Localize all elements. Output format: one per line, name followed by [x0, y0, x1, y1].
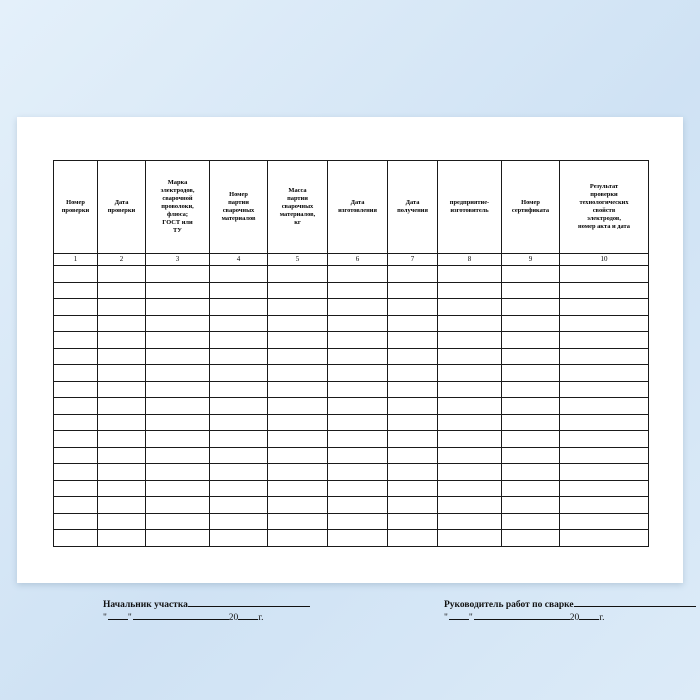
table-cell[interactable]: [146, 282, 210, 299]
table-cell[interactable]: [560, 414, 649, 431]
table-row[interactable]: [54, 530, 649, 547]
table-cell[interactable]: [560, 315, 649, 332]
table-cell[interactable]: [54, 365, 98, 382]
table-cell[interactable]: [210, 398, 268, 415]
table-cell[interactable]: [98, 332, 146, 349]
table-row[interactable]: [54, 414, 649, 431]
table-cell[interactable]: [268, 332, 328, 349]
table-cell[interactable]: [146, 398, 210, 415]
column-number-9: 9: [502, 254, 560, 266]
table-row[interactable]: [54, 348, 649, 365]
table-cell[interactable]: [328, 381, 388, 398]
table-cell[interactable]: [502, 513, 560, 530]
column-header-3: [146, 161, 210, 254]
table-cell[interactable]: [268, 315, 328, 332]
footer-left-date: [103, 610, 263, 623]
table-cell[interactable]: [438, 480, 502, 497]
table-cell[interactable]: [210, 431, 268, 448]
table-cell[interactable]: [210, 315, 268, 332]
table-cell[interactable]: [438, 513, 502, 530]
table-cell[interactable]: [54, 447, 98, 464]
table-cell[interactable]: [210, 266, 268, 283]
table-cell[interactable]: [388, 348, 438, 365]
header-text-1: Номер проверки: [61, 199, 90, 214]
table-cell[interactable]: [98, 348, 146, 365]
table-cell[interactable]: [268, 513, 328, 530]
footer-left-year-rule: [238, 610, 258, 620]
table-cell[interactable]: [54, 266, 98, 283]
table-cell[interactable]: [98, 530, 146, 547]
table-cell[interactable]: [268, 447, 328, 464]
table-cell[interactable]: [98, 299, 146, 316]
footer-right-month-rule: [474, 610, 570, 620]
header-text-9: Номер сертификата: [511, 199, 550, 214]
table-cell[interactable]: [560, 381, 649, 398]
table-cell[interactable]: [388, 447, 438, 464]
table-cell[interactable]: [388, 513, 438, 530]
table-cell[interactable]: [98, 497, 146, 514]
column-number-8: 8: [438, 254, 502, 266]
table-cell[interactable]: [328, 464, 388, 481]
table-cell[interactable]: [438, 398, 502, 415]
table-cell[interactable]: [328, 315, 388, 332]
table-cell[interactable]: [98, 414, 146, 431]
table-cell[interactable]: [328, 365, 388, 382]
table-cell[interactable]: [560, 266, 649, 283]
table-cell[interactable]: [98, 282, 146, 299]
table-row[interactable]: [54, 365, 649, 382]
table-cell[interactable]: [388, 497, 438, 514]
table-cell[interactable]: [146, 332, 210, 349]
table-cell[interactable]: [388, 266, 438, 283]
table-cell[interactable]: [54, 530, 98, 547]
table-cell[interactable]: [146, 480, 210, 497]
table-cell[interactable]: [502, 282, 560, 299]
table-cell[interactable]: [54, 414, 98, 431]
table-cell[interactable]: [388, 332, 438, 349]
table-cell[interactable]: [54, 348, 98, 365]
table-cell[interactable]: [560, 497, 649, 514]
footer-signature-row: [89, 597, 689, 610]
table-cell[interactable]: [388, 530, 438, 547]
table-cell[interactable]: [268, 381, 328, 398]
table-cell[interactable]: [146, 348, 210, 365]
column-header-1: [54, 161, 98, 254]
footer-left-year-suffix: г.: [258, 613, 264, 623]
footer-left-month-rule: [133, 610, 229, 620]
table-cell[interactable]: [560, 365, 649, 382]
table-cell[interactable]: [438, 447, 502, 464]
table-cell[interactable]: [438, 431, 502, 448]
table-cell[interactable]: [210, 513, 268, 530]
table-cell[interactable]: [388, 480, 438, 497]
header-text-3: Марка электродов, сварочной проволоки, флюса; ГОСТ или ТУ: [160, 179, 195, 234]
table-cell[interactable]: [438, 530, 502, 547]
table-cell[interactable]: [210, 464, 268, 481]
footer-right-signature: [444, 597, 696, 610]
table-cell[interactable]: [210, 480, 268, 497]
table-cell[interactable]: [328, 282, 388, 299]
table-row[interactable]: [54, 282, 649, 299]
table-cell[interactable]: [98, 513, 146, 530]
table-cell[interactable]: [388, 282, 438, 299]
table-cell[interactable]: [98, 480, 146, 497]
table-cell[interactable]: [560, 480, 649, 497]
header-text-4: Номер партии сварочных материалов: [221, 191, 256, 222]
table-cell[interactable]: [438, 332, 502, 349]
footer-right-rule: [574, 597, 696, 607]
table-cell[interactable]: [438, 282, 502, 299]
table-cell[interactable]: [502, 447, 560, 464]
table-cell[interactable]: [268, 348, 328, 365]
table-cell[interactable]: [54, 381, 98, 398]
footer-date-row: [89, 610, 689, 623]
table-row[interactable]: [54, 299, 649, 316]
table-cell[interactable]: [502, 381, 560, 398]
table-cell[interactable]: [210, 414, 268, 431]
table-cell[interactable]: [328, 266, 388, 283]
table-cell[interactable]: [210, 530, 268, 547]
table-cell[interactable]: [560, 299, 649, 316]
table-cell[interactable]: [438, 497, 502, 514]
table-cell[interactable]: [388, 365, 438, 382]
header-text-6: Дата изготовления: [338, 199, 377, 214]
table-cell[interactable]: [146, 381, 210, 398]
table-cell[interactable]: [560, 332, 649, 349]
table-cell[interactable]: [438, 365, 502, 382]
table-cell[interactable]: [146, 447, 210, 464]
column-number-row: [54, 254, 649, 266]
table-cell[interactable]: [146, 464, 210, 481]
column-header-5: [268, 161, 328, 254]
footer-right-year-prefix: 20: [569, 613, 580, 623]
table-row[interactable]: [54, 381, 649, 398]
table-cell[interactable]: [268, 282, 328, 299]
table-cell[interactable]: [98, 398, 146, 415]
table-cell[interactable]: [328, 480, 388, 497]
table-cell[interactable]: [328, 414, 388, 431]
table-cell[interactable]: [438, 348, 502, 365]
table-cell[interactable]: [328, 447, 388, 464]
footer-right-year-suffix: г.: [599, 613, 605, 623]
table-cell[interactable]: [268, 266, 328, 283]
table-cell[interactable]: [54, 332, 98, 349]
column-header-6: [328, 161, 388, 254]
table-cell[interactable]: [560, 282, 649, 299]
table-cell[interactable]: [54, 282, 98, 299]
table-cell[interactable]: [54, 497, 98, 514]
document-body: [53, 160, 648, 623]
table-cell[interactable]: [502, 530, 560, 547]
table-cell[interactable]: [438, 381, 502, 398]
column-header-10: [560, 161, 649, 254]
table-cell[interactable]: [210, 381, 268, 398]
table-cell[interactable]: [268, 414, 328, 431]
table-cell[interactable]: [98, 315, 146, 332]
table-cell[interactable]: [146, 497, 210, 514]
table-cell[interactable]: [388, 381, 438, 398]
table-cell[interactable]: [328, 348, 388, 365]
table-cell[interactable]: [98, 431, 146, 448]
table-cell[interactable]: [146, 513, 210, 530]
table-cell[interactable]: [502, 398, 560, 415]
table-cell[interactable]: [388, 414, 438, 431]
table-row[interactable]: [54, 431, 649, 448]
table-row[interactable]: [54, 447, 649, 464]
table-cell[interactable]: [328, 497, 388, 514]
table-cell[interactable]: [146, 530, 210, 547]
document-footer: [89, 597, 689, 623]
table-cell[interactable]: [268, 365, 328, 382]
table-cell[interactable]: [54, 431, 98, 448]
table-cell[interactable]: [268, 480, 328, 497]
table-cell[interactable]: [54, 398, 98, 415]
table-cell[interactable]: [502, 365, 560, 382]
table-cell[interactable]: [502, 497, 560, 514]
table-row[interactable]: [54, 398, 649, 415]
table-cell[interactable]: [560, 398, 649, 415]
table-cell[interactable]: [98, 365, 146, 382]
table-cell[interactable]: [438, 414, 502, 431]
table-cell[interactable]: [98, 447, 146, 464]
table-cell[interactable]: [328, 530, 388, 547]
column-number-7: 7: [388, 254, 438, 266]
table-cell[interactable]: [210, 497, 268, 514]
table-cell[interactable]: [268, 530, 328, 547]
table-cell[interactable]: [560, 447, 649, 464]
table-row[interactable]: [54, 480, 649, 497]
table-row[interactable]: [54, 464, 649, 481]
table-cell[interactable]: [98, 464, 146, 481]
table-cell[interactable]: [438, 315, 502, 332]
table-cell[interactable]: [268, 299, 328, 316]
table-cell[interactable]: [146, 414, 210, 431]
table-cell[interactable]: [268, 431, 328, 448]
table-row[interactable]: [54, 513, 649, 530]
column-number-6: 6: [328, 254, 388, 266]
table-cell[interactable]: [210, 282, 268, 299]
table-cell[interactable]: [146, 266, 210, 283]
header-text-5: Масса партии сварочных материалов, кг: [279, 187, 316, 226]
table-cell[interactable]: [502, 414, 560, 431]
table-row[interactable]: [54, 315, 649, 332]
table-cell[interactable]: [146, 365, 210, 382]
column-number-5: 5: [268, 254, 328, 266]
column-number-2: 2: [98, 254, 146, 266]
column-header-8: [438, 161, 502, 254]
table-cell[interactable]: [560, 530, 649, 547]
table-cell[interactable]: [54, 513, 98, 530]
table-cell[interactable]: [210, 348, 268, 365]
footer-right-label: Руководитель работ по сварке: [444, 600, 574, 610]
table-cell[interactable]: [210, 299, 268, 316]
table-cell[interactable]: [502, 315, 560, 332]
table-row[interactable]: [54, 497, 649, 514]
table-cell[interactable]: [54, 464, 98, 481]
table-cell[interactable]: [438, 464, 502, 481]
table-cell[interactable]: [328, 513, 388, 530]
table-cell[interactable]: [98, 381, 146, 398]
table-cell[interactable]: [328, 398, 388, 415]
header-text-8: предприятие- изготовитель: [449, 199, 490, 214]
table-cell[interactable]: [502, 480, 560, 497]
table-cell[interactable]: [54, 315, 98, 332]
footer-left-signature: [103, 597, 310, 610]
table-cell[interactable]: [328, 431, 388, 448]
column-number-3: 3: [146, 254, 210, 266]
footer-right-quote-close: ": [468, 613, 474, 623]
table-cell[interactable]: [54, 299, 98, 316]
table-cell[interactable]: [328, 299, 388, 316]
table-cell[interactable]: [268, 398, 328, 415]
table-row[interactable]: [54, 332, 649, 349]
table-cell[interactable]: [438, 266, 502, 283]
table-cell[interactable]: [560, 431, 649, 448]
footer-left-quote-close: ": [127, 613, 133, 623]
document-sheet: [17, 117, 683, 623]
footer-right-year-rule: [579, 610, 599, 620]
table-cell[interactable]: [146, 315, 210, 332]
header-text-10: Результат проверки технологических свойств электродов, номер акта и дата: [578, 183, 630, 230]
table-cell[interactable]: [146, 431, 210, 448]
table-cell[interactable]: [502, 299, 560, 316]
table-cell[interactable]: [210, 447, 268, 464]
table-cell[interactable]: [388, 464, 438, 481]
table-cell[interactable]: [560, 464, 649, 481]
table-cell[interactable]: [560, 513, 649, 530]
table-cell[interactable]: [502, 266, 560, 283]
table-cell[interactable]: [54, 480, 98, 497]
footer-right-date: [444, 610, 604, 623]
table-cell[interactable]: [502, 348, 560, 365]
column-number-10: 10: [560, 254, 649, 266]
table-cell[interactable]: [146, 299, 210, 316]
table-cell[interactable]: [438, 299, 502, 316]
column-number-1: 1: [54, 254, 98, 266]
table-cell[interactable]: [98, 266, 146, 283]
column-header-4: [210, 161, 268, 254]
footer-left-label: Начальник участка: [103, 600, 188, 610]
table-cell[interactable]: [388, 315, 438, 332]
table-cell[interactable]: [560, 348, 649, 365]
table-cell[interactable]: [210, 365, 268, 382]
table-cell[interactable]: [210, 332, 268, 349]
table-body: [54, 266, 649, 547]
table-cell[interactable]: [502, 332, 560, 349]
footer-left-quote-open: ": [103, 613, 108, 623]
footer-right-day-rule: [449, 610, 469, 620]
column-header-2: [98, 161, 146, 254]
table-cell[interactable]: [388, 398, 438, 415]
header-text-2: Дата проверки: [107, 199, 136, 214]
table-cell[interactable]: [502, 431, 560, 448]
column-number-4: 4: [210, 254, 268, 266]
column-header-7: [388, 161, 438, 254]
header-text-7: Дата получения: [397, 199, 428, 214]
footer-left-rule: [188, 597, 310, 607]
column-header-9: [502, 161, 560, 254]
table-cell[interactable]: [268, 497, 328, 514]
table-row[interactable]: [54, 266, 649, 283]
journal-table: [53, 160, 649, 547]
footer-right-quote-open: ": [444, 613, 449, 623]
table-head: [54, 161, 649, 266]
table-cell[interactable]: [328, 332, 388, 349]
table-cell[interactable]: [502, 464, 560, 481]
table-cell[interactable]: [388, 431, 438, 448]
footer-left-day-rule: [108, 610, 128, 620]
table-cell[interactable]: [388, 299, 438, 316]
table-cell[interactable]: [268, 464, 328, 481]
footer-left-year-prefix: 20: [228, 613, 239, 623]
header-row: [54, 161, 649, 254]
